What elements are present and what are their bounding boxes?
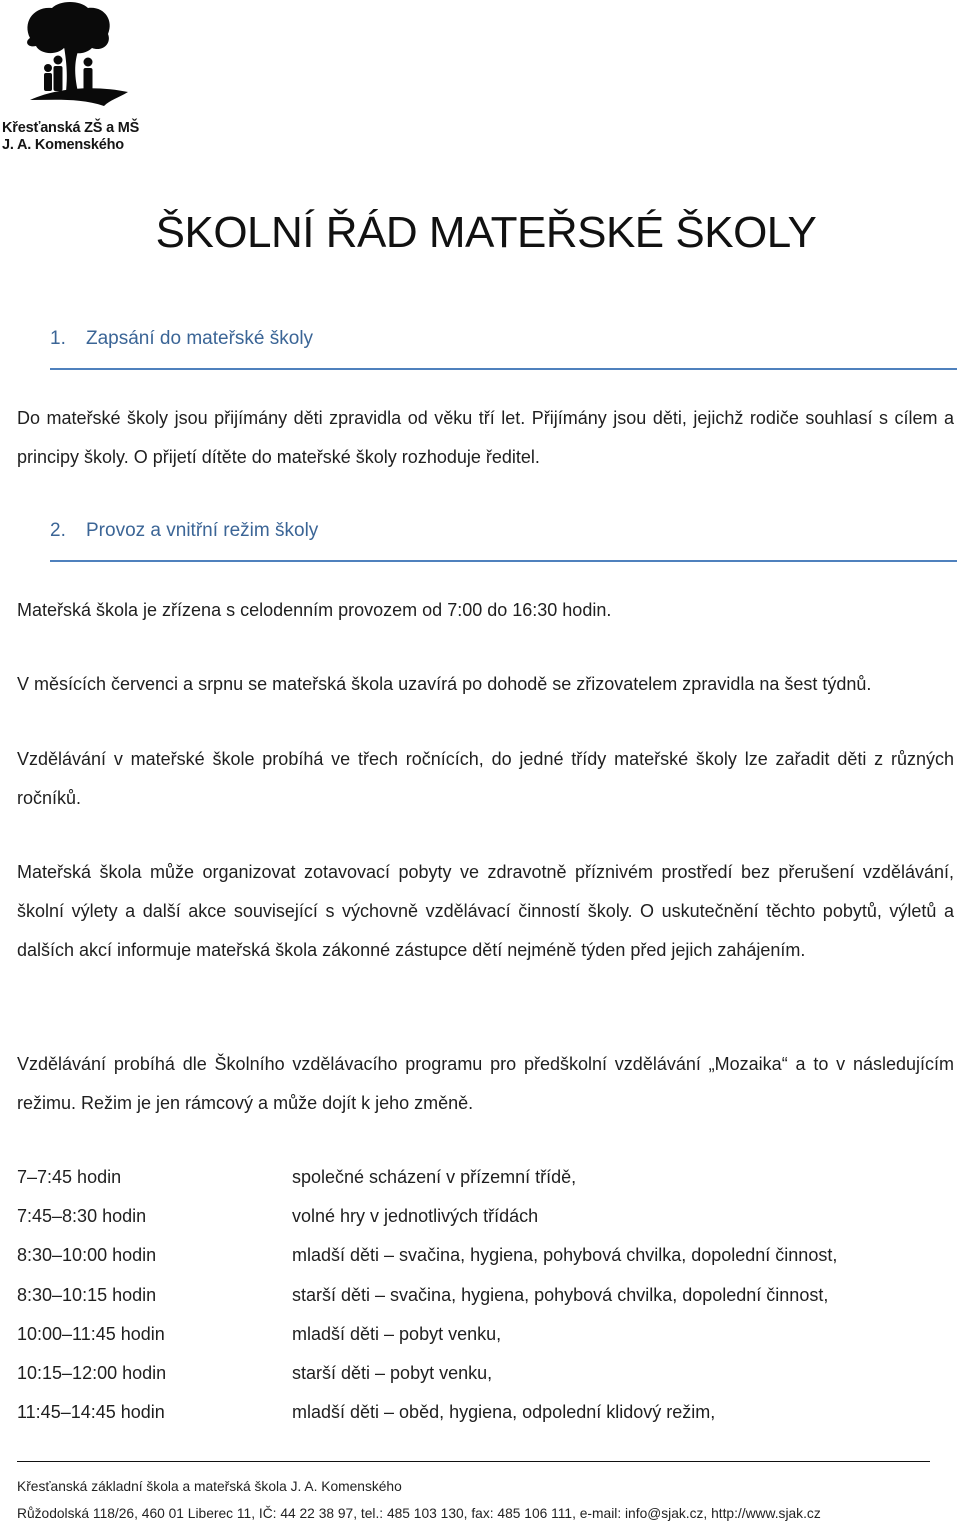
- schedule-activity: mladší děti – pobyt venku,: [292, 1323, 502, 1344]
- schedule-time: 10:00–11:45 hodin: [17, 1323, 165, 1344]
- paragraph: V měsících červenci a srpnu se mateřská škola uzavírá po dohodě se zřizovatelem zpravidla na šest týdnů.: [17, 674, 872, 694]
- schedule-time: 11:45–14:45 hodin: [17, 1402, 165, 1423]
- schedule-table: [17, 1158, 947, 1432]
- schedule-time: 7–7:45 hodin: [17, 1167, 122, 1187]
- tree-logo-icon: [0, 0, 135, 120]
- schedule-row: [17, 1158, 947, 1197]
- schedule-row: [17, 1354, 947, 1393]
- section-divider: [50, 560, 957, 562]
- schedule-time: 10:15–12:00 hodin: [17, 1362, 167, 1383]
- schedule-activity: starší děti – pobyt venku,: [292, 1362, 493, 1383]
- footer-school-name: Křesťanská základní škola a mateřská škola J. A. Komenského: [17, 1479, 402, 1494]
- schedule-row: [17, 1276, 947, 1315]
- footer-contact: Růžodolská 118/26, 460 01 Liberec 11, IČ: 44 22 38 97, tel.: 485 103 130, fax: 485 106 111, e-mail: info@sjak.cz, http://www.sjak.cz: [17, 1506, 821, 1521]
- section-title: Zapsání do mateřské školy: [86, 328, 314, 349]
- paragraph: Mateřská škola může organizovat zotavovací pobyty ve zdravotně příznivém prostředí bez přerušení vzdělávání, školní výlety a další akce související s výchovně vzdělávací činností školy. O uskutečnění těchto pobytů, výletů a dalších akcí informuje mateřská škola zákonné zástupce dětí nejméně týden před jejich zahájením.: [17, 862, 954, 960]
- schedule-row: [17, 1393, 947, 1432]
- schedule-row: [17, 1197, 947, 1236]
- page-title: ŠKOLNÍ ŘÁD MATEŘSKÉ ŠKOLY: [155, 208, 817, 257]
- paragraph: Do mateřské školy jsou přijímány děti zpravidla od věku tří let. Přijímány jsou děti, jejichž rodiče souhlasí s cílem a principy školy. O přijetí dítěte do mateřské školy rozhoduje ředitel.: [17, 408, 954, 467]
- schedule-time: 7:45–8:30 hodin: [17, 1206, 147, 1227]
- schedule-activity: mladší děti – oběd, hygiena, odpolední klidový režim,: [292, 1402, 716, 1423]
- section-number: 2.: [50, 520, 66, 541]
- footer-divider: [17, 1461, 930, 1462]
- paragraph: Vzdělávání probíhá dle Školního vzdělávacího programu pro předškolní vzdělávání „Mozaika“ a to v následujícím režimu. Režim je jen rámcový a může dojít k jeho změně.: [17, 1054, 954, 1113]
- schedule-row: [17, 1315, 947, 1354]
- schedule-time: 8:30–10:00 hodin: [17, 1245, 157, 1266]
- schedule-row: [17, 1236, 947, 1275]
- section-heading-1: [50, 328, 313, 350]
- logo-text-line1: Křesťanská ZŠ a MŠ: [2, 120, 140, 136]
- section-divider: [50, 368, 957, 370]
- section-title: Provoz a vnitřní režim školy: [86, 520, 319, 541]
- schedule-activity: společné scházení v přízemní třídě,: [292, 1167, 577, 1187]
- logo-text-line2: J. A. Komenského: [2, 137, 124, 153]
- paragraph: Mateřská škola je zřízena s celodenním provozem od 7:00 do 16:30 hodin.: [17, 600, 612, 620]
- schedule-activity: volné hry v jednotlivých třídách: [292, 1206, 539, 1227]
- schedule-time: 8:30–10:15 hodin: [17, 1284, 157, 1305]
- schedule-activity: starší děti – svačina, hygiena, pohybová chvilka, dopolední činnost,: [292, 1284, 829, 1305]
- paragraph: Vzdělávání v mateřské škole probíhá ve třech ročnících, do jedné třídy mateřské školy lze zařadit děti z různých ročníků.: [17, 749, 954, 808]
- schedule-activity: mladší děti – svačina, hygiena, pohybová chvilka, dopolední činnost,: [292, 1245, 838, 1266]
- section-number: 1.: [50, 328, 66, 349]
- section-heading-2: [50, 520, 318, 542]
- school-logo: [0, 0, 140, 160]
